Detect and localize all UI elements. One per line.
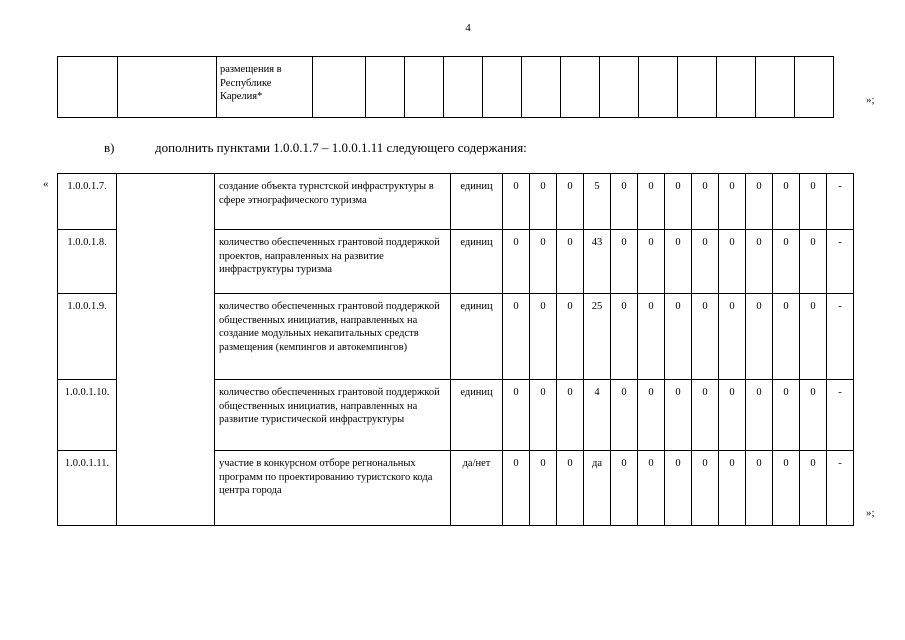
- t1-cell: [522, 57, 561, 118]
- item-value: 0: [800, 294, 827, 380]
- item-value: 0: [611, 230, 638, 294]
- item-value: 0: [611, 174, 638, 230]
- item-unit: да/нет: [451, 451, 503, 526]
- t1-cell: [561, 57, 600, 118]
- item-value: 0: [800, 174, 827, 230]
- subitem-label: в): [104, 140, 115, 155]
- item-value: 0: [503, 174, 530, 230]
- item-value: 0: [557, 230, 584, 294]
- item-value: 0: [773, 230, 800, 294]
- indicators-table: [57, 173, 854, 526]
- item-value: 0: [503, 294, 530, 380]
- item-value: 0: [530, 294, 557, 380]
- item-value: 0: [503, 380, 530, 451]
- item-last-value: -: [827, 294, 854, 380]
- item-value: 0: [638, 294, 665, 380]
- item-unit: единиц: [451, 230, 503, 294]
- item-last-value: -: [827, 380, 854, 451]
- item-value: 0: [503, 230, 530, 294]
- item-last-value: -: [827, 451, 854, 526]
- item-value: 0: [746, 174, 773, 230]
- item-value: 43: [584, 230, 611, 294]
- t1-cell: [444, 57, 483, 118]
- closing-quote: »;: [866, 94, 875, 106]
- item-value: 0: [638, 380, 665, 451]
- item-value: 0: [692, 451, 719, 526]
- item-value: 0: [773, 451, 800, 526]
- t1-cell: [678, 57, 717, 118]
- item-value: 0: [746, 451, 773, 526]
- item-unit: единиц: [451, 294, 503, 380]
- item-value: 0: [530, 174, 557, 230]
- t1-cell: [58, 57, 118, 118]
- item-value: 4: [584, 380, 611, 451]
- t1-description-cell: размещения в Республике Карелия*: [217, 57, 313, 118]
- item-value: 0: [557, 451, 584, 526]
- item-code: 1.0.0.1.11.: [58, 451, 117, 526]
- item-value: 0: [746, 294, 773, 380]
- item-value: 0: [746, 380, 773, 451]
- item-value: 0: [692, 174, 719, 230]
- page-number: 4: [465, 22, 471, 34]
- item-value: 0: [665, 230, 692, 294]
- item-value: 0: [773, 174, 800, 230]
- item-value: 0: [719, 230, 746, 294]
- opening-quote: «: [43, 178, 49, 190]
- item-value: 5: [584, 174, 611, 230]
- item-code: 1.0.0.1.9.: [58, 294, 117, 380]
- item-value: 0: [638, 451, 665, 526]
- item-value: 0: [557, 380, 584, 451]
- item-value: 0: [530, 451, 557, 526]
- item-value: 0: [638, 174, 665, 230]
- item-value: 0: [692, 294, 719, 380]
- item-last-value: -: [827, 174, 854, 230]
- t1-cell: [313, 57, 366, 118]
- item-value: 0: [665, 451, 692, 526]
- item-value: 0: [638, 230, 665, 294]
- t1-cell: [118, 57, 217, 118]
- t1-cell: [639, 57, 678, 118]
- t1-cell: [756, 57, 795, 118]
- subitem-text: дополнить пунктами 1.0.0.1.7 – 1.0.0.1.11 следующего содержания:: [155, 140, 527, 155]
- item-value: 0: [719, 294, 746, 380]
- item-value: 0: [692, 230, 719, 294]
- item-value: 0: [611, 380, 638, 451]
- item-value: 0: [665, 294, 692, 380]
- t1-cell: [600, 57, 639, 118]
- item-value: 0: [719, 380, 746, 451]
- item-value: 0: [557, 294, 584, 380]
- item-value: 0: [530, 230, 557, 294]
- t1-cell: [405, 57, 444, 118]
- merged-empty-cell: [117, 174, 215, 526]
- item-value: 0: [611, 294, 638, 380]
- item-value: 0: [557, 174, 584, 230]
- t1-cell: [366, 57, 405, 118]
- item-value: 0: [611, 451, 638, 526]
- item-code: 1.0.0.1.8.: [58, 230, 117, 294]
- t1-cell: [795, 57, 834, 118]
- item-value: да: [584, 451, 611, 526]
- item-last-value: -: [827, 230, 854, 294]
- item-value: 0: [800, 380, 827, 451]
- item-value: 25: [584, 294, 611, 380]
- table-row: [58, 174, 854, 230]
- item-value: 0: [719, 451, 746, 526]
- item-description: количество обеспеченных грантовой поддержкой проектов, направленных на развитие инфраструктуры туризма: [215, 230, 451, 294]
- t1-cell: [483, 57, 522, 118]
- item-value: 0: [503, 451, 530, 526]
- item-value: 0: [665, 380, 692, 451]
- item-description: количество обеспеченных грантовой поддержкой общественных инициатив, направленных на развитие туристической инфраструктуры: [215, 380, 451, 451]
- item-value: 0: [665, 174, 692, 230]
- item-description: участие в конкурсном отборе регнональных программ по проектированию туристского кода центра города: [215, 451, 451, 526]
- item-description: количество обеспеченных грантовой поддержкой общественных инициатив, направленных на создание модульных некапитальных средств размещения (кемпингов и автокемпингов): [215, 294, 451, 380]
- item-value: 0: [719, 174, 746, 230]
- item-unit: единиц: [451, 380, 503, 451]
- item-code: 1.0.0.1.10.: [58, 380, 117, 451]
- t1-cell: [717, 57, 756, 118]
- continuation-table: [57, 56, 834, 118]
- item-value: 0: [800, 230, 827, 294]
- item-value: 0: [746, 230, 773, 294]
- item-value: 0: [692, 380, 719, 451]
- item-code: 1.0.0.1.7.: [58, 174, 117, 230]
- closing-quote: »;: [866, 507, 875, 519]
- item-unit: единиц: [451, 174, 503, 230]
- item-value: 0: [530, 380, 557, 451]
- item-value: 0: [800, 451, 827, 526]
- item-description: создание объекта турнстской инфраструктуры в сфере этнографического туризма: [215, 174, 451, 230]
- item-value: 0: [773, 380, 800, 451]
- item-value: 0: [773, 294, 800, 380]
